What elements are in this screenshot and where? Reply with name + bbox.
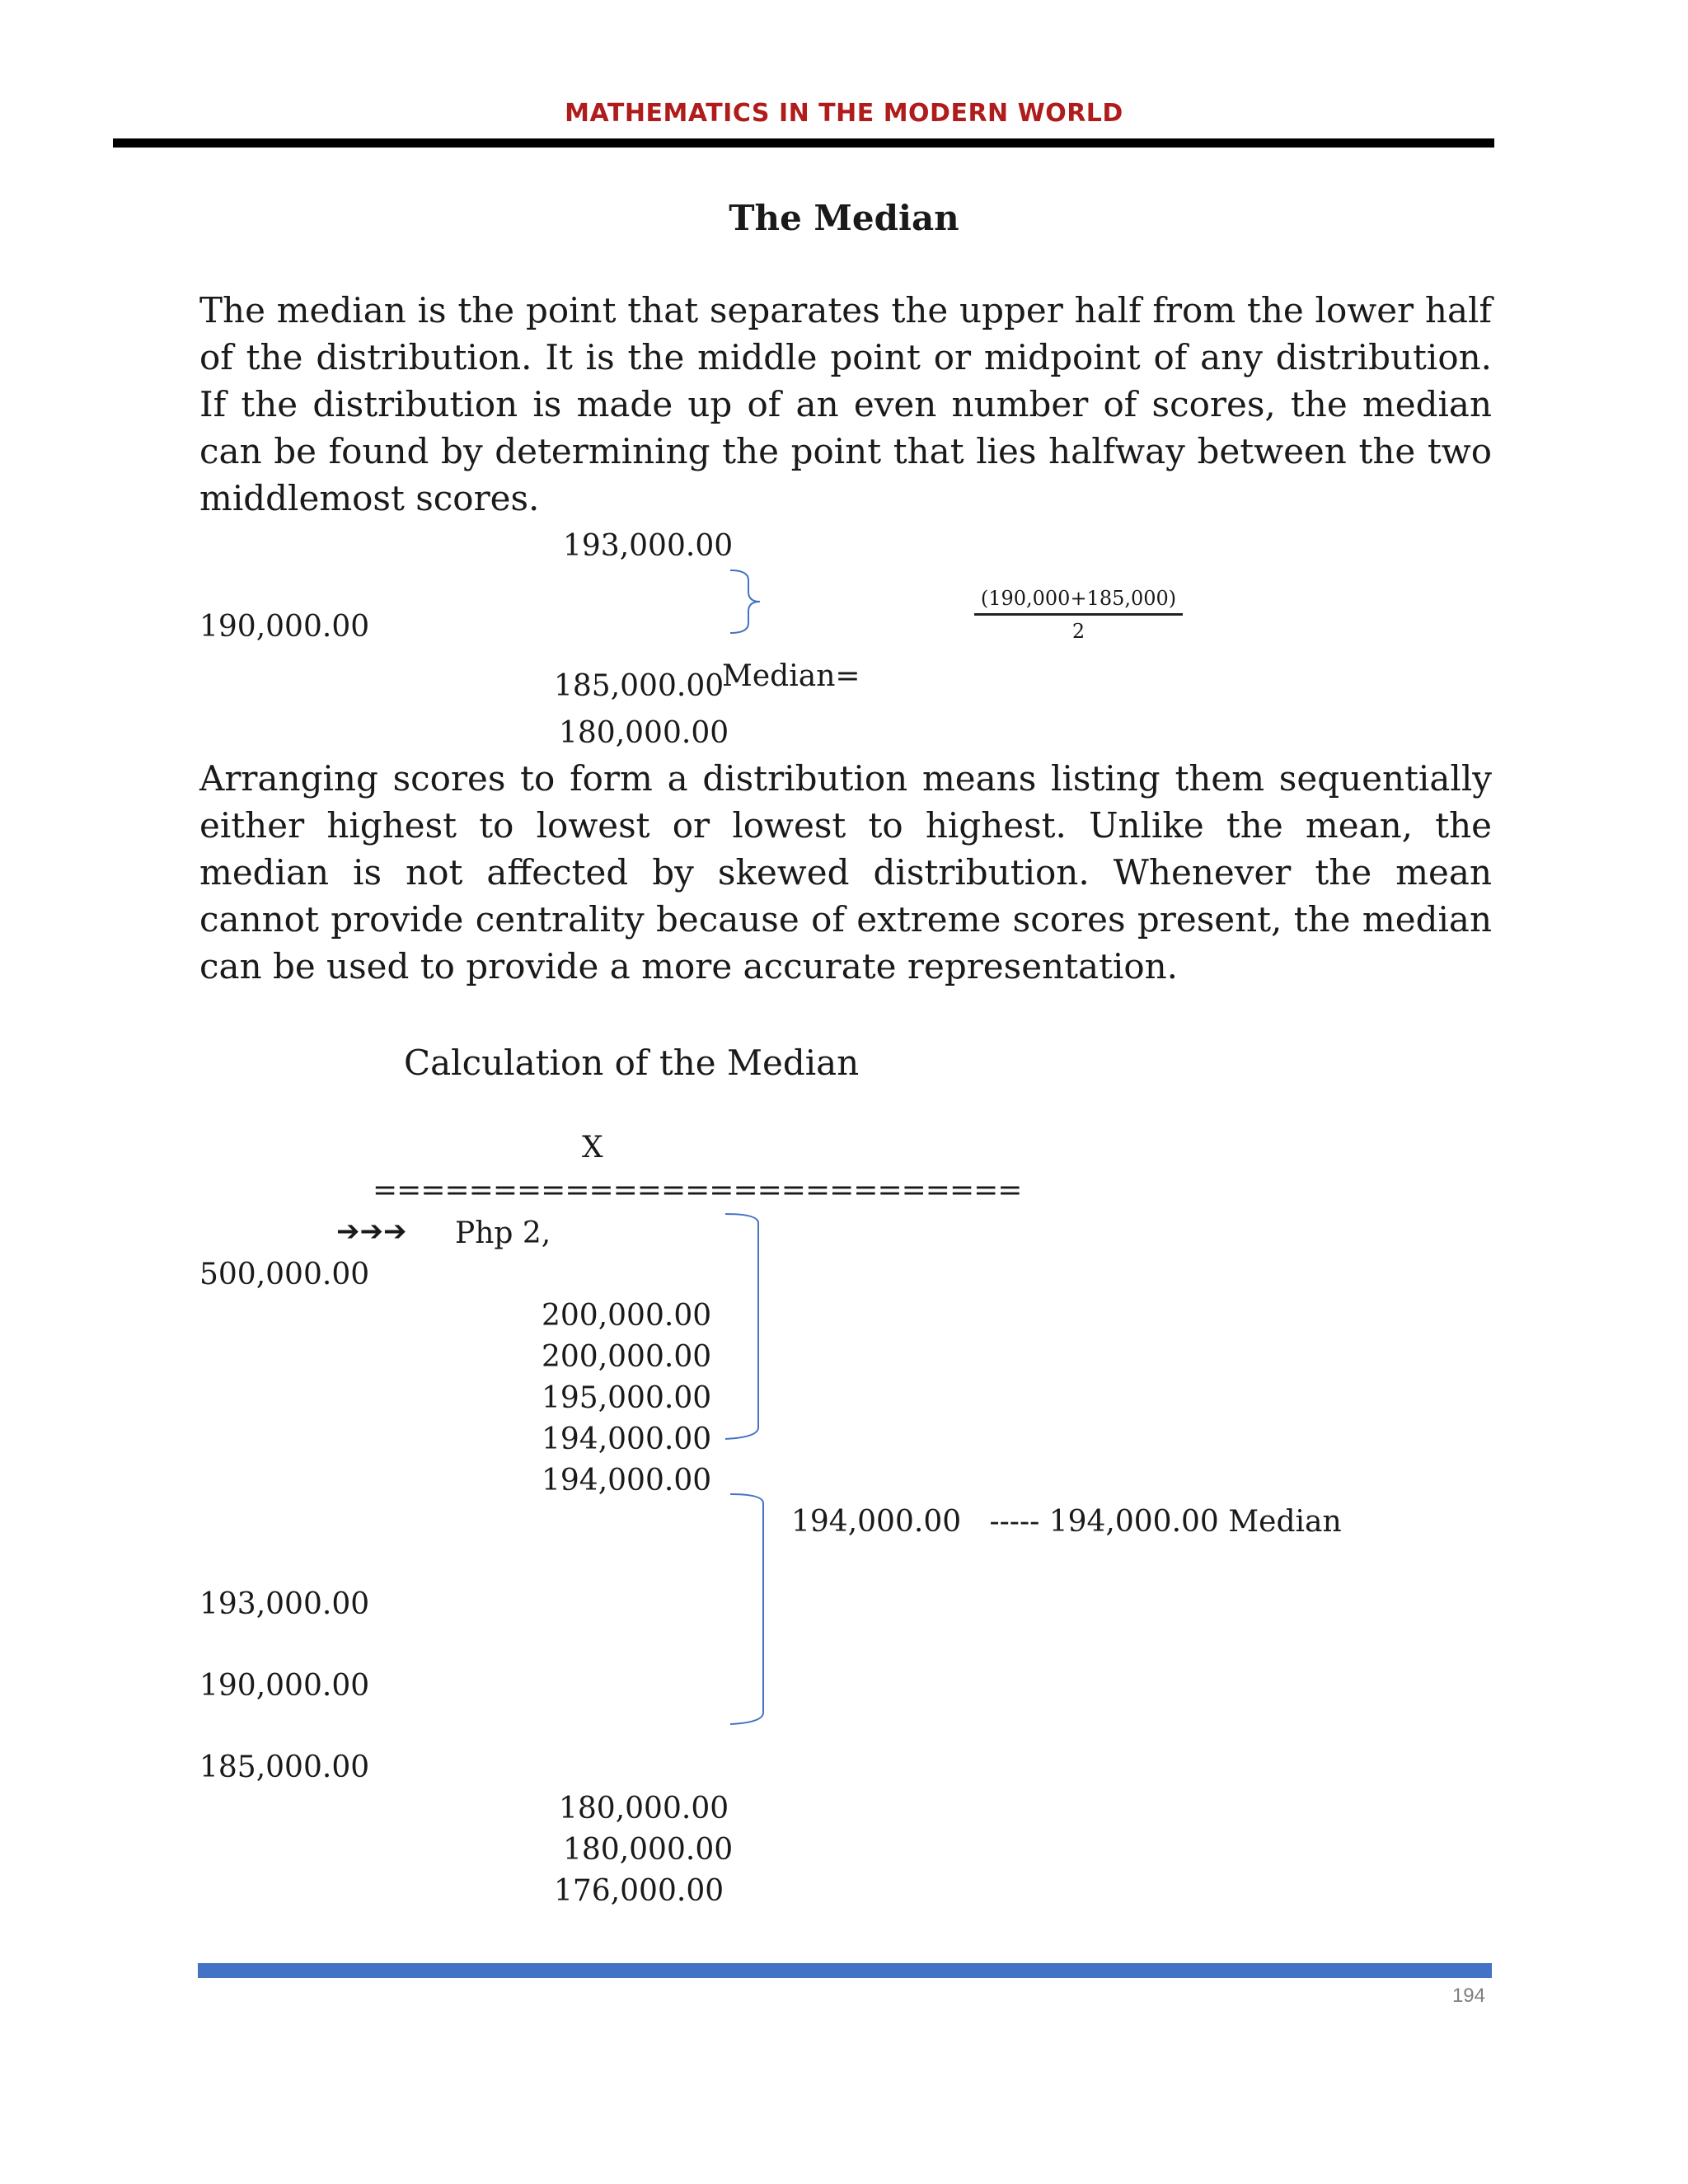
fraction-numerator: (190,000+185,000): [980, 587, 1177, 610]
left-value: 193,000.00: [199, 1587, 370, 1621]
left-value: 185,000.00: [199, 1750, 370, 1784]
list-value: 180,000.00: [563, 1833, 734, 1867]
curly-brace-icon: [725, 569, 767, 635]
example-score-190000: 190,000.00: [199, 610, 370, 644]
lower-bracket-icon: [724, 1492, 773, 1727]
list-value: 194,000.00: [542, 1464, 712, 1497]
list-value: 194,000.00: [542, 1422, 712, 1456]
median-label: Median=: [722, 659, 860, 693]
upper-bracket-icon: [719, 1212, 768, 1442]
footer-bar: [198, 1963, 1492, 1978]
separator-line: ===========================: [373, 1174, 1022, 1207]
first-value: Php 2,: [455, 1216, 551, 1250]
arrow-icon: ➔➔➔: [336, 1215, 407, 1248]
list-value: 200,000.00: [542, 1299, 712, 1333]
left-value: 190,000.00: [199, 1669, 370, 1703]
calculation-title: Calculation of the Median: [404, 1043, 860, 1083]
document-header-title: MATHEMATICS IN THE MODERN WORLD: [565, 99, 1123, 128]
median-properties-paragraph: Arranging scores to form a distribution means listing them sequentially either highest to lowest or lowest to highest. Unlike the mean, the median is not affected by skewed distribution. Whenever the mean cannot provide centrality because of extreme scores present, the median can be used to provide a more accurate representation.: [199, 758, 1492, 987]
median-definition-paragraph: The median is the point that separates the upper half from the lower half of the distribution. It is the middle point or midpoint of any distribution. If the distribution is made up of an even number of scores, the median can be found by determining the point that lies halfway between the two middlemost scores.: [199, 290, 1492, 518]
list-value: 176,000.00: [554, 1874, 724, 1908]
list-value: 195,000.00: [542, 1381, 712, 1415]
fraction-denominator: 2: [1071, 620, 1085, 643]
header-rule: [113, 138, 1494, 148]
median-result: 194,000.00 ----- 194,000.00 Median: [791, 1505, 1342, 1539]
example-score-193000: 193,000.00: [563, 529, 734, 563]
first-value-continued: 500,000.00: [199, 1258, 370, 1291]
list-value: 200,000.00: [542, 1340, 712, 1374]
fraction-bar: [974, 613, 1183, 616]
column-header-x: X: [582, 1131, 603, 1165]
example-score-180000: 180,000.00: [559, 716, 729, 750]
page-title: The Median: [729, 198, 959, 238]
example-score-185000: 185,000.00: [554, 669, 724, 703]
list-value: 180,000.00: [559, 1792, 729, 1825]
page-number: 194: [1451, 1985, 1485, 2007]
